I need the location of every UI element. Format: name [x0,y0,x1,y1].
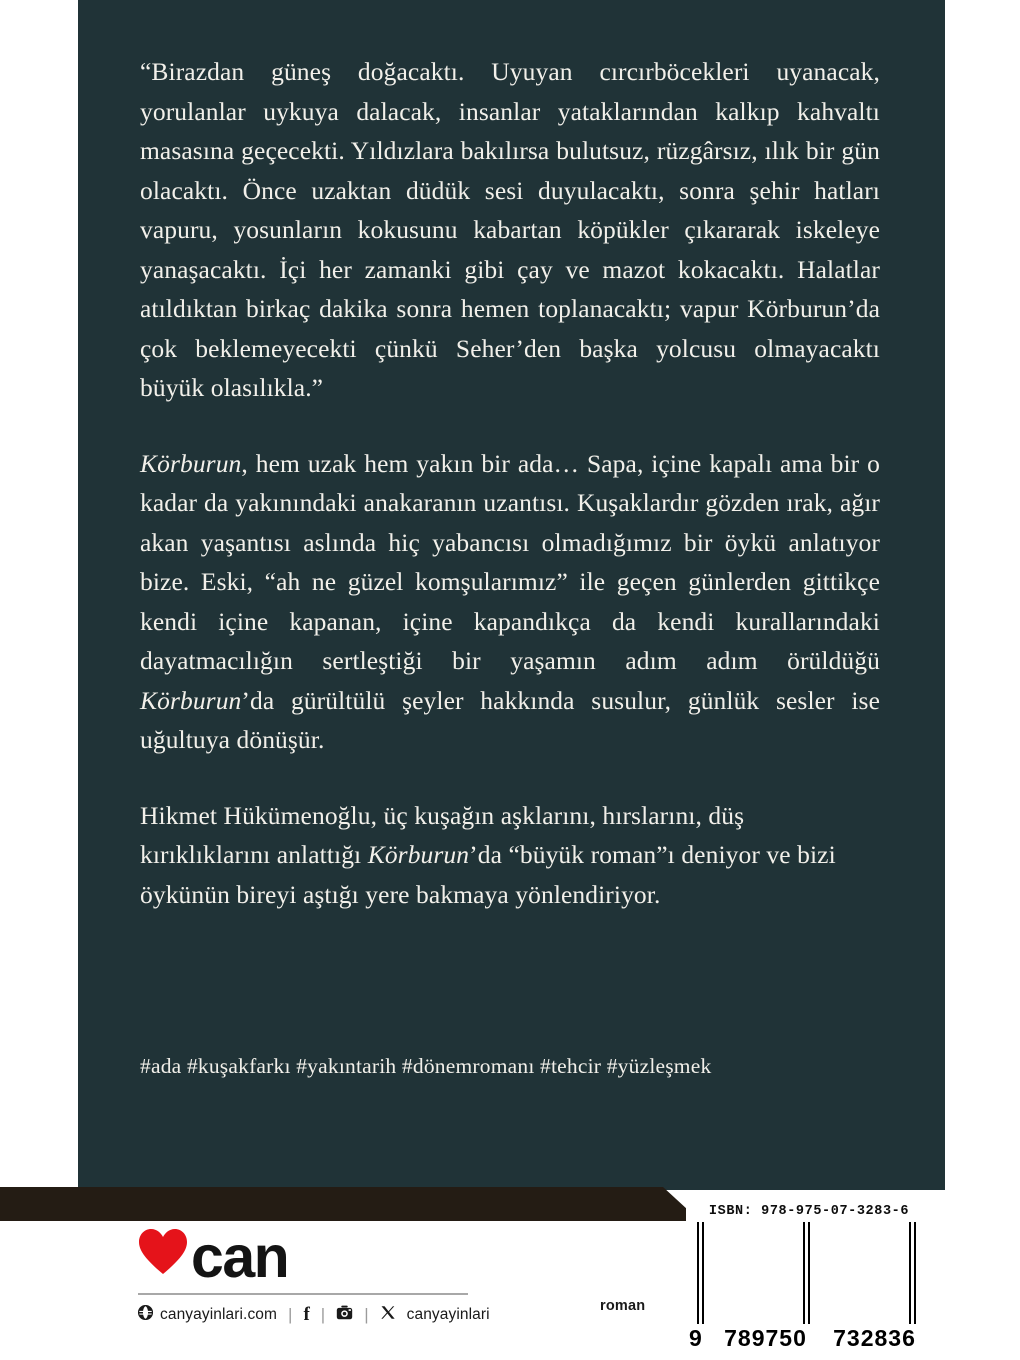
description-paragraph [140,444,880,760]
book-title-mention-3: Körburun [367,840,470,869]
brown-accent-band [0,1187,700,1221]
x-icon[interactable] [380,1305,396,1325]
barcode-block [686,1201,932,1353]
separator-2: | [320,1304,326,1324]
barcode-lead-digit: 9 [689,1325,703,1351]
social-handle[interactable]: canyayinlari [406,1305,490,1323]
author-text-a: Hikmet Hükümenoğlu, üç kuşağın aşklarını, hırslarını, düş kırıklıklarını anlattığı [140,800,745,869]
author-paragraph [140,796,880,915]
barcode-left-group: 789750 [724,1325,807,1351]
logo-row [138,1223,488,1290]
blurb-text-block [140,52,880,914]
barcode-right-group: 732836 [833,1325,916,1351]
book-title-mention-1: Körburun [140,448,242,478]
description-text-b: ’da gürültülü şeyler hakkında susulur, günlük sesler ise uğultuya dönüşür. [140,685,880,754]
globe-icon [138,1305,153,1325]
book-title-mention-2: Körburun [140,685,242,715]
barcode-bars [693,1222,925,1314]
author-text-b: ’da “büyük roman”ı deniyor ve bizi öykünün bireyi aştığı yere bakmaya yönlendiriyor. [140,840,836,909]
separator-3: | [364,1304,369,1324]
hashtag-line: #ada #kuşakfarkı #yakıntarih #dönemromanı #tehcir #yüzleşmek [140,1054,712,1078]
social-links-row [138,1305,488,1325]
instagram-icon[interactable] [336,1305,353,1325]
website-link[interactable]: canyayinlari.com [160,1305,278,1323]
publisher-logo-block [138,1223,490,1325]
cover-panel [78,0,945,1190]
publisher-footer [0,1204,1020,1360]
genre-label: roman [600,1298,646,1314]
description-text-a: , hem uzak hem yakın bir ada… Sapa, içine kapalı ama bir o kadar da yakınındaki anakaranın uzantısı. Kuşaklardır gözden ırak, ağır akan yaşantısı aslında hiç yabancısı olmadığımız bir öykü anlatıyor bize. Eski, “ah ne güzel komşularımız” ile geçen günlerden gittikçe kendi içine kapanan, içine kapandıkça da kendi kurallarındaki dayatmacılığın sertleştiği bir yaşamın adım adım örüldüğü [140,448,880,675]
separator-1: | [288,1304,293,1324]
facebook-icon[interactable]: f [303,1304,310,1325]
publisher-wordmark: can [191,1223,289,1290]
logo-divider [138,1293,468,1295]
quote-text: “Birazdan güneş doğacaktı. Uyuyan cırcırböcekleri uyanacak, yorulanlar uykuya dalacak, insanlar yataklarından kalkıp kahvaltı masasına geçecekti. Yıldızlara bakılırsa bulutsuz, rüzgârsız, ılık bir gün olacaktı. Önce uzaktan düdük sesi duyulacaktı, sonra şehir hatları vapuru, yosunların kokusunu kabartan köpükler çıkararak iskeleye yanaşacaktı. İçi her zamanki gibi çay ve mazot kokacaktı. Halatlar atıldıktan birkaç dakika sonra hemen toplanacaktı; vapur Körburun’da çok beklemeyecekti çünkü Seher’den başka yolcusu olmayacaktı büyük olasılıkla.” [140,57,880,402]
heart-icon [138,1228,188,1281]
isbn-text: ISBN: 978-975-07-3283-6 [708,1204,910,1219]
quote-paragraph [140,52,880,408]
